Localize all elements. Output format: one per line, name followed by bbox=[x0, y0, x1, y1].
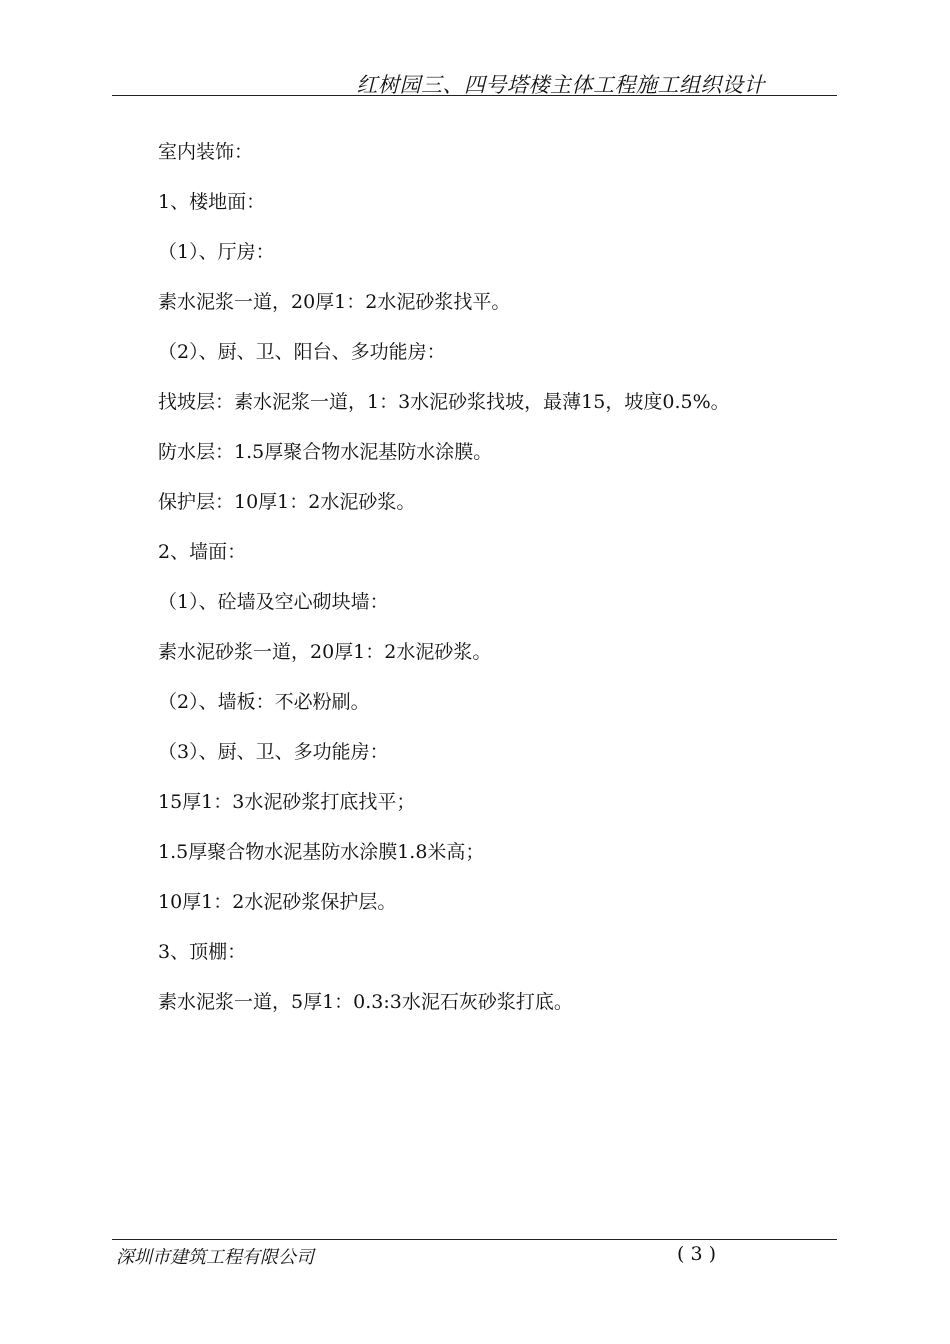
company-name: 深圳市建筑工程有限公司 bbox=[116, 1247, 314, 1268]
subsection-heading: （1）、厅房： bbox=[158, 241, 275, 263]
document-body bbox=[158, 137, 838, 1037]
body-text-line: 防水层：1.5厚聚合物水泥基防水涂膜。 bbox=[158, 441, 493, 463]
body-text-line: 找坡层：素水泥浆一道，1：3水泥砂浆找坡，最薄15，坡度0.5%。 bbox=[158, 391, 730, 413]
page-header bbox=[112, 66, 837, 96]
body-text-line: 15厚1：3水泥砂浆打底找平； bbox=[158, 791, 416, 813]
page-number: ( 3 ) bbox=[677, 1243, 716, 1265]
body-text-line: 10厚1：2水泥砂浆保护层。 bbox=[158, 891, 397, 913]
subsection-heading: （3）、厨、卫、多功能房： bbox=[158, 741, 389, 763]
section-heading-interior-decoration: 室内装饰： bbox=[158, 141, 254, 163]
section-heading-ceiling: 3、顶棚： bbox=[158, 941, 247, 963]
subsection-heading: （2）、厨、卫、阳台、多功能房： bbox=[158, 341, 446, 363]
subsection-heading: （2）、墙板：不必粉刷。 bbox=[158, 691, 370, 713]
body-text-line: 素水泥浆一道，20厚1：2水泥砂浆找平。 bbox=[158, 291, 511, 313]
section-heading-wall: 2、墙面： bbox=[158, 541, 247, 563]
body-text-line: 素水泥砂浆一道，20厚1：2水泥砂浆。 bbox=[158, 641, 492, 663]
body-text-line: 1.5厚聚合物水泥基防水涂膜1.8米高； bbox=[158, 841, 485, 863]
page-footer bbox=[112, 1239, 837, 1268]
section-heading-floor: 1、楼地面： bbox=[158, 191, 266, 213]
body-text-line: 保护层：10厚1：2水泥砂浆。 bbox=[158, 491, 416, 513]
body-text-line: 素水泥浆一道，5厚1：0.3:3水泥石灰砂浆打底。 bbox=[158, 991, 573, 1013]
subsection-heading: （1）、砼墙及空心砌块墙： bbox=[158, 591, 389, 613]
document-title: 红树园三、四号塔楼主体工程施工组织设计 bbox=[356, 73, 765, 97]
